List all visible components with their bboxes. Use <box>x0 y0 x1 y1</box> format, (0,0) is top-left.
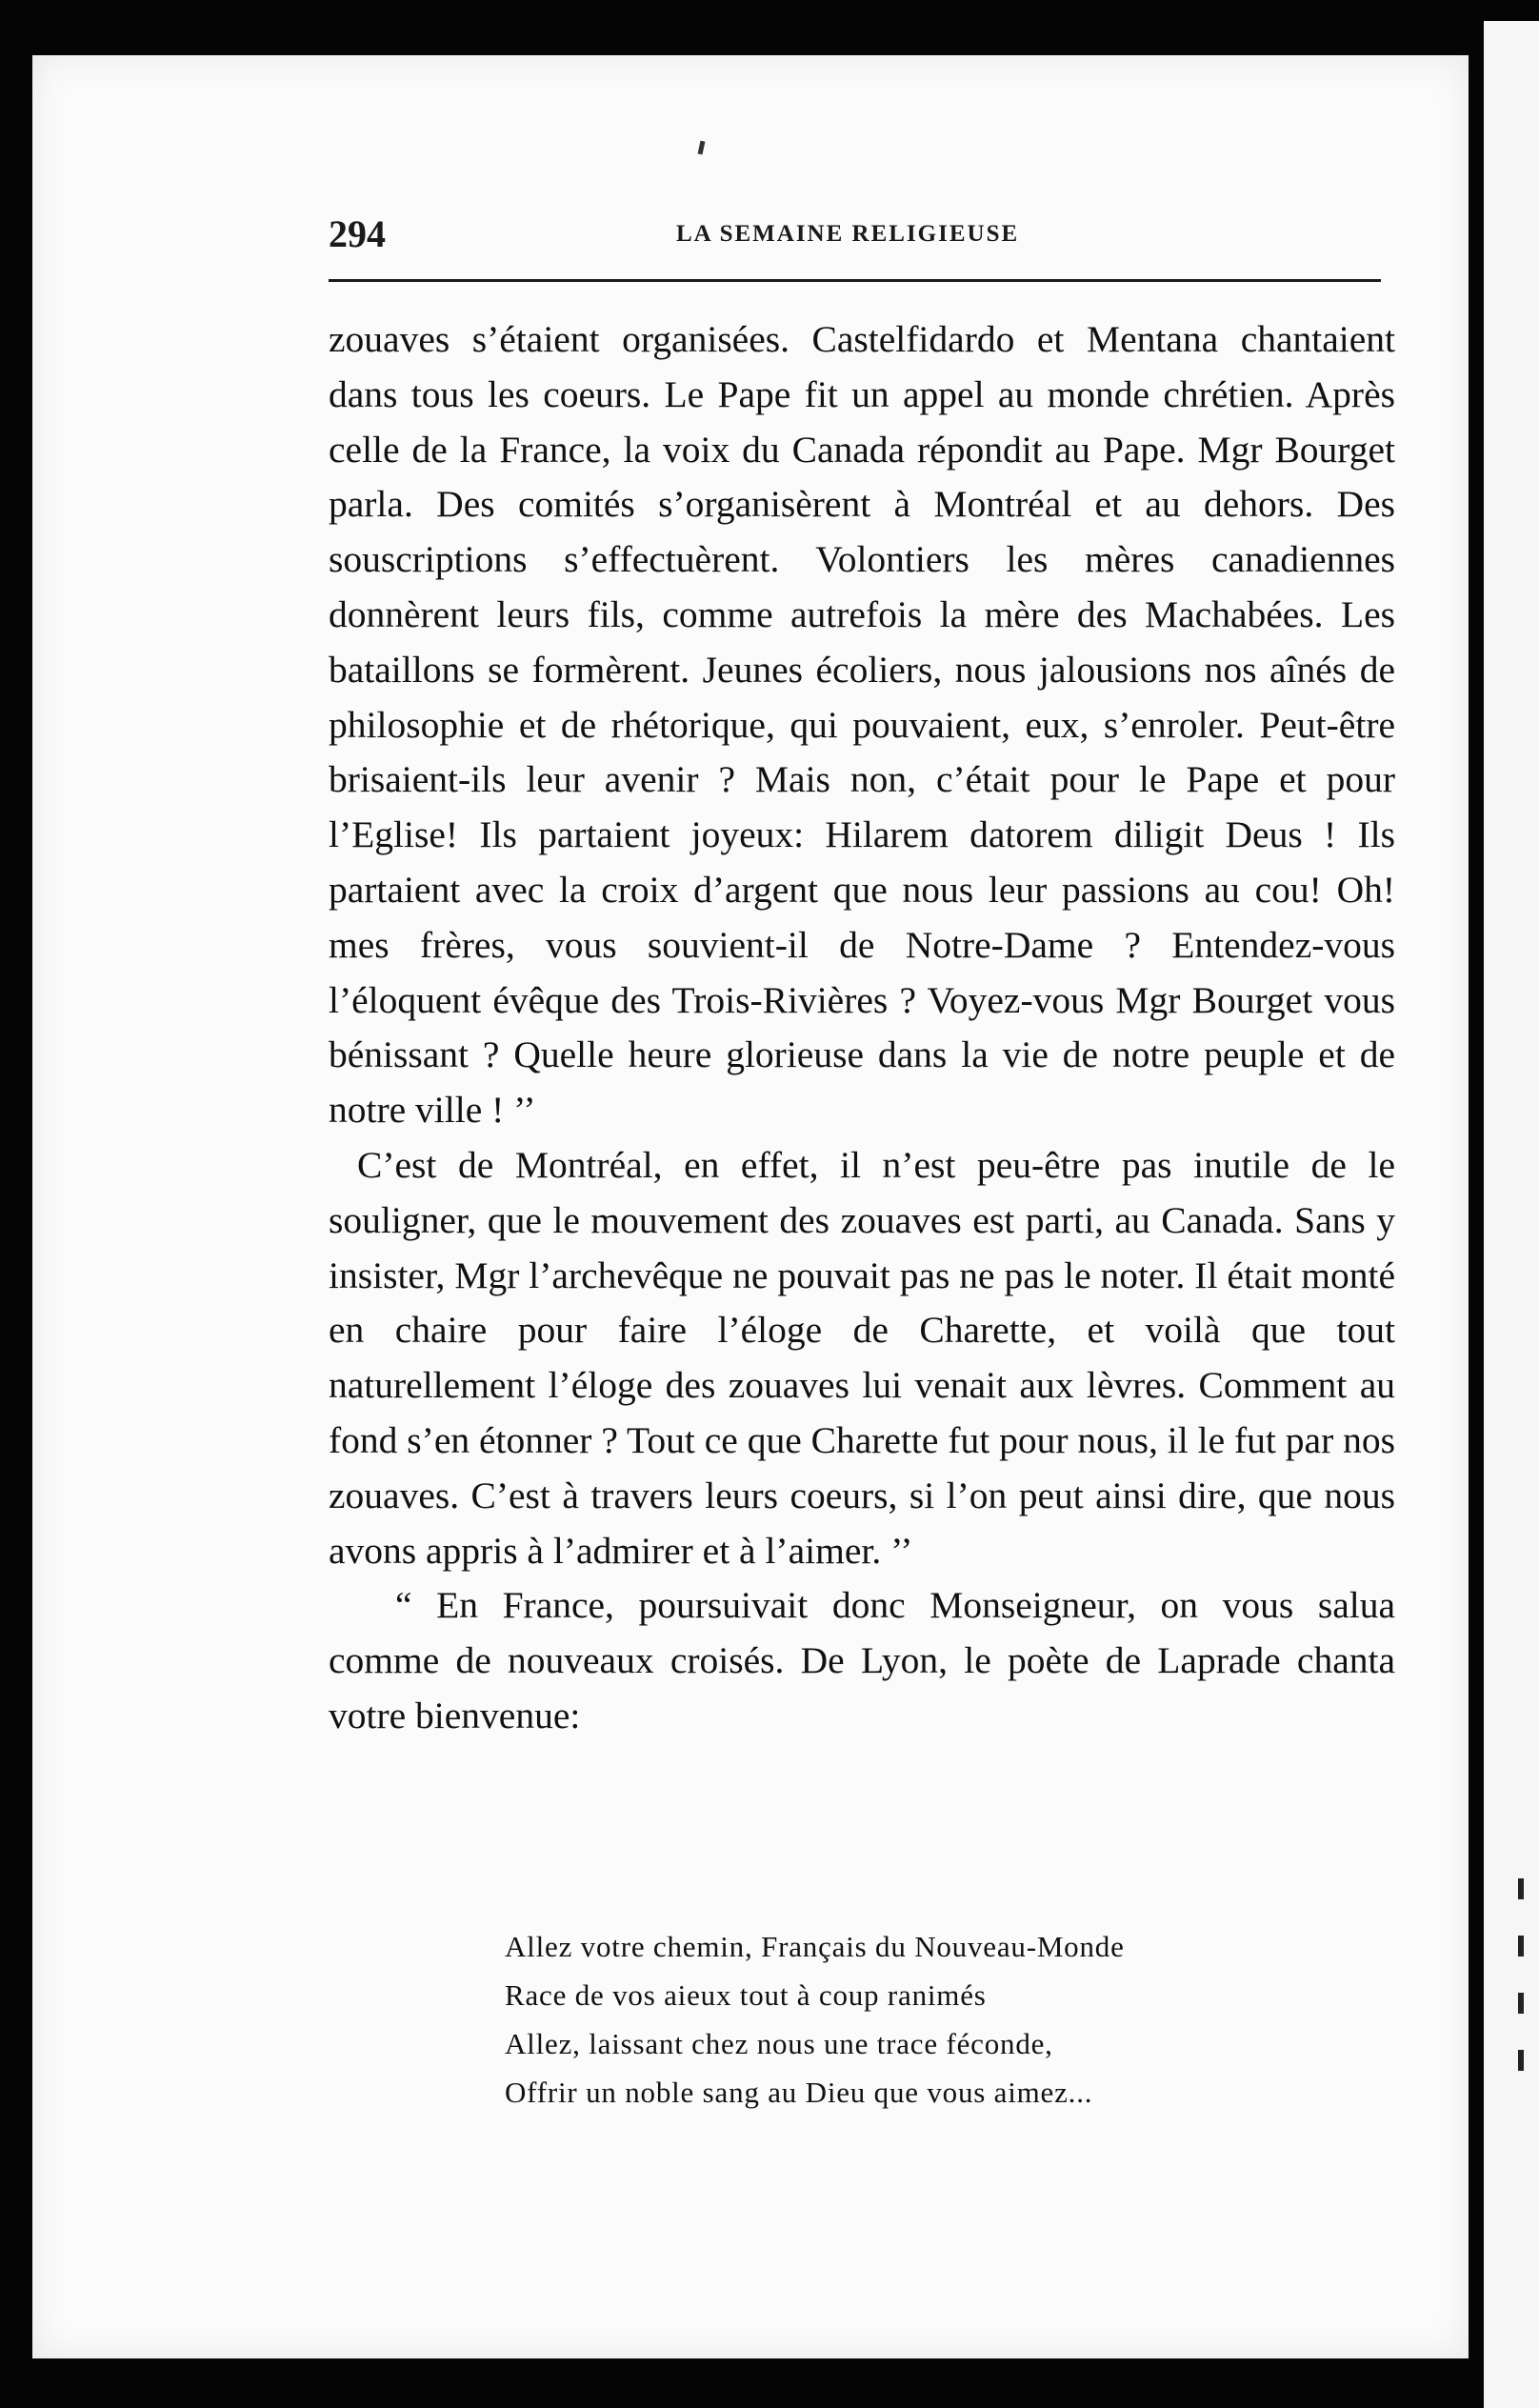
poem-quote <box>505 1922 1125 2117</box>
page-header <box>329 211 1381 259</box>
body-text <box>329 312 1395 1744</box>
margin-mark <box>1518 2050 1524 2071</box>
paragraph-3: “ En France, poursuivait donc Monseigneur, on vous salua comme de nouveaux croisés. De Lyon, le poète de Laprade chanta votre bienvenue: <box>329 1584 1395 1736</box>
adjacent-page-edge <box>1484 21 1539 2408</box>
margin-mark <box>1518 1993 1524 2014</box>
paragraph-1: zouaves s’étaient organisées. Castelfidardo et Mentana chantaient dans tous les coeurs. Le Pape fit un appel au monde chrétien. Après celle de la France, la voix du Canada répondit au Pape. Mgr Bourget parla. Des comités s’organisèrent à Montréal et au dehors. Des souscriptions s’effectuèrent. Volontiers les mères canadiennes donnèrent leurs fils, comme autrefois la mère des Machabées. Les bataillons se formèrent. Jeunes écoliers, nous jalousions nos aînés de philosophie et de rhétorique, qui pouvaient, eux, s’enroler. Peut-être brisaient-ils leur avenir ? Mais non, c’était pour le Pape et pour l’Eglise! Ils partaient joyeux: Hilarem datorem diligit Deus ! Ils partaient avec la croix d’argent que nous leur passions au cou! Oh! mes frères, vous souvient-il de Notre-Dame ? Entendez-vous l’éloquent évêque des Trois-Rivières ? Voyez-vous Mgr Bourget vous bénissant ? Quelle heure glorieuse dans la vie de notre peuple et de notre ville ! ’’ <box>329 318 1395 1132</box>
margin-mark <box>1518 1936 1524 1956</box>
header-rule <box>329 279 1381 282</box>
running-head: LA SEMAINE RELIGIEUSE <box>676 221 1020 247</box>
poem-line-4: Offrir un noble sang au Dieu que vous aimez... <box>505 2076 1093 2109</box>
margin-mark <box>1518 1878 1524 1899</box>
poem-line-3: Allez, laissant chez nous une trace féconde, <box>505 2027 1053 2060</box>
paragraph-2: C’est de Montréal, en effet, il n’est peu-être pas inutile de le souligner, que le mouvement des zouaves est parti, au Canada. Sans y insister, Mgr l’archevêque ne pouvait pas ne pas le noter. Il était monté en chaire pour faire l’éloge de Charette, et voilà que tout naturellement l’éloge des zouaves lui venait aux lèvres. Comment au fond s’en étonner ? Tout ce que Charette fut pour nous, il le fut par nos zouaves. C’est à travers leurs coeurs, si l’on peut ainsi dire, que nous avons appris à l’admirer et à l’aimer. ’’ <box>329 1143 1395 1572</box>
poem-line-1: Allez votre chemin, Français du Nouveau-Monde <box>505 1930 1125 1963</box>
page-number: 294 <box>329 212 386 255</box>
poem-line-2: Race de vos aieux tout à coup ranimés <box>505 1978 987 2012</box>
